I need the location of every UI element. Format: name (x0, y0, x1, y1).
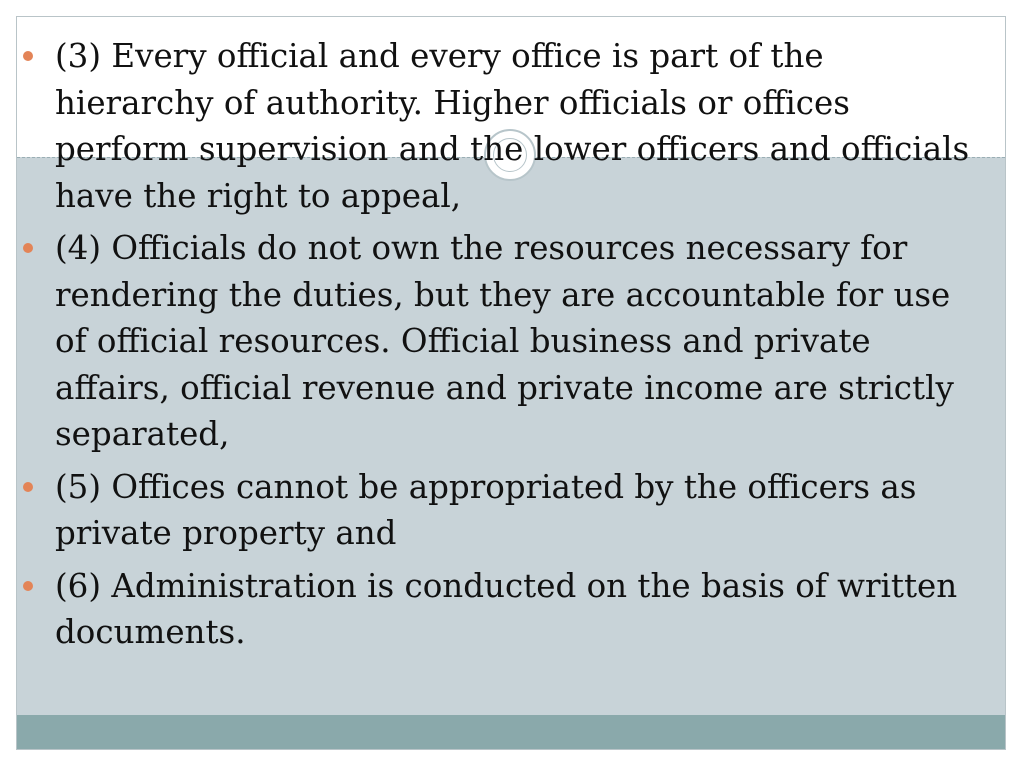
bullet-dot-icon (23, 51, 33, 61)
bullet-text-line: private property and (55, 514, 397, 552)
bullet-text-line: (4) Officials do not own the resources necessary for (55, 229, 908, 267)
bullet-item-5 (17, 464, 1006, 557)
bullet-text-line: of official resources. Official business and private (55, 322, 871, 360)
bullet-text-line: separated, (55, 415, 230, 453)
bullet-dot-icon (23, 482, 33, 492)
bullet-text-line: rendering the duties, but they are accountable for use (55, 275, 951, 314)
bullet-text-line: affairs, official revenue and private income are strictly (55, 368, 954, 407)
bullet-text-line: (3) Every official and every office is part of the (55, 37, 824, 75)
bullet-dot-icon (23, 581, 33, 591)
bullet-text-line: (5) Offices cannot be appropriated by the officers as (55, 467, 917, 506)
slide-footer-band (17, 715, 1005, 749)
bullet-text-line: have the right to appeal, (55, 176, 462, 215)
slide (16, 16, 1006, 750)
bullet-text-line: (6) Administration is conducted on the basis of written (55, 566, 958, 605)
bullet-text-line: hierarchy of authority. Higher officials or offices (55, 83, 850, 122)
bullet-dot-icon (23, 243, 33, 253)
bullet-item-6 (17, 563, 1006, 656)
bullet-item-3 (17, 33, 1006, 219)
bullet-text-line: documents. (55, 613, 246, 651)
bullet-list (17, 33, 1006, 662)
bullet-text-line: perform supervision and the lower officers and officials (55, 130, 970, 168)
bullet-item-4 (17, 225, 1006, 458)
